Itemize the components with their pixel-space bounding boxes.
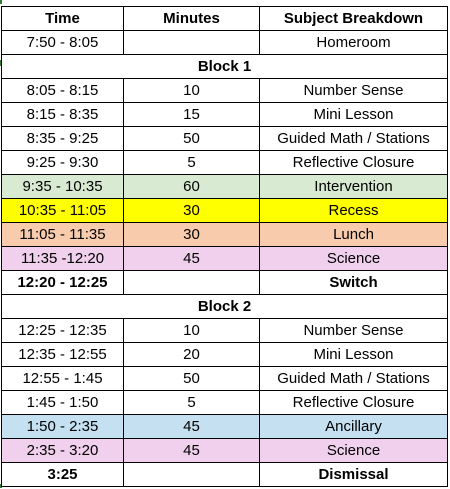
cell-time[interactable]: 7:50 - 8:05 — [2, 31, 124, 55]
switch-row — [2, 271, 448, 295]
block1-title[interactable]: Block 1 — [2, 55, 448, 79]
cell-subject[interactable]: Reflective Closure — [260, 391, 448, 415]
cell-subject[interactable]: Dismissal — [260, 463, 448, 487]
cell-minutes[interactable]: 10 — [124, 319, 260, 343]
table-row — [2, 103, 448, 127]
cell-subject[interactable]: Switch — [260, 271, 448, 295]
cell-subject[interactable]: Ancillary — [260, 415, 448, 439]
header-subject[interactable]: Subject Breakdown — [260, 7, 448, 31]
cell-subject[interactable]: Number Sense — [260, 79, 448, 103]
dismissal-row — [2, 463, 448, 487]
cell-time[interactable]: 11:35 -12:20 — [2, 247, 124, 271]
schedule-table — [1, 6, 448, 487]
cell-minutes[interactable]: 50 — [124, 367, 260, 391]
cell-time[interactable]: 9:35 - 10:35 — [2, 175, 124, 199]
block2-title-row — [2, 295, 448, 319]
table-row-recess — [2, 199, 448, 223]
cell-time[interactable]: 9:25 - 9:30 — [2, 151, 124, 175]
cell-subject[interactable]: Intervention — [260, 175, 448, 199]
cell-time[interactable]: 12:25 - 12:35 — [2, 319, 124, 343]
table-row — [2, 79, 448, 103]
cell-minutes[interactable]: 5 — [124, 391, 260, 415]
cell-time[interactable]: 12:35 - 12:55 — [2, 343, 124, 367]
cell-subject[interactable]: Recess — [260, 199, 448, 223]
cell-subject[interactable]: Science — [260, 439, 448, 463]
schedule-sheet — [1, 6, 448, 487]
cell-minutes[interactable]: 15 — [124, 103, 260, 127]
cell-minutes[interactable]: 50 — [124, 127, 260, 151]
cell-time[interactable]: 3:25 — [2, 463, 124, 487]
cell-subject[interactable]: Guided Math / Stations — [260, 367, 448, 391]
cell-time[interactable]: 8:35 - 9:25 — [2, 127, 124, 151]
cell-minutes[interactable] — [124, 463, 260, 487]
cell-minutes[interactable] — [124, 271, 260, 295]
homeroom-row — [2, 31, 448, 55]
cell-time[interactable]: 8:15 - 8:35 — [2, 103, 124, 127]
cell-subject[interactable]: Guided Math / Stations — [260, 127, 448, 151]
block2-title[interactable]: Block 2 — [2, 295, 448, 319]
cell-subject[interactable]: Number Sense — [260, 319, 448, 343]
cell-subject[interactable]: Reflective Closure — [260, 151, 448, 175]
table-row-science — [2, 439, 448, 463]
cell-time[interactable]: 10:35 - 11:05 — [2, 199, 124, 223]
cell-minutes[interactable]: 30 — [124, 223, 260, 247]
cell-minutes[interactable]: 10 — [124, 79, 260, 103]
table-row — [2, 127, 448, 151]
cell-minutes[interactable]: 45 — [124, 247, 260, 271]
cell-minutes[interactable]: 5 — [124, 151, 260, 175]
cell-time[interactable]: 11:05 - 11:35 — [2, 223, 124, 247]
header-row — [2, 7, 448, 31]
table-row — [2, 151, 448, 175]
cell-time[interactable]: 8:05 - 8:15 — [2, 79, 124, 103]
table-row — [2, 391, 448, 415]
table-row — [2, 343, 448, 367]
cell-subject[interactable]: Lunch — [260, 223, 448, 247]
cell-time[interactable]: 1:50 - 2:35 — [2, 415, 124, 439]
cell-minutes[interactable]: 30 — [124, 199, 260, 223]
cell-minutes[interactable]: 45 — [124, 415, 260, 439]
cell-minutes[interactable]: 60 — [124, 175, 260, 199]
cell-time[interactable]: 1:45 - 1:50 — [2, 391, 124, 415]
cell-subject[interactable]: Science — [260, 247, 448, 271]
cell-minutes[interactable] — [124, 31, 260, 55]
cell-subject[interactable]: Mini Lesson — [260, 343, 448, 367]
selection-marker-top — [0, 0, 2, 4]
cell-minutes[interactable]: 45 — [124, 439, 260, 463]
table-row — [2, 367, 448, 391]
table-row — [2, 319, 448, 343]
cell-subject[interactable]: Homeroom — [260, 31, 448, 55]
cell-time[interactable]: 12:20 - 12:25 — [2, 271, 124, 295]
header-minutes[interactable]: Minutes — [124, 7, 260, 31]
header-time[interactable]: Time — [2, 7, 124, 31]
cell-time[interactable]: 2:35 - 3:20 — [2, 439, 124, 463]
cell-subject[interactable]: Mini Lesson — [260, 103, 448, 127]
table-row-science — [2, 247, 448, 271]
cell-time[interactable]: 12:55 - 1:45 — [2, 367, 124, 391]
table-row-ancillary — [2, 415, 448, 439]
table-row-lunch — [2, 223, 448, 247]
block1-title-row — [2, 55, 448, 79]
cell-minutes[interactable]: 20 — [124, 343, 260, 367]
table-row-intervention — [2, 175, 448, 199]
